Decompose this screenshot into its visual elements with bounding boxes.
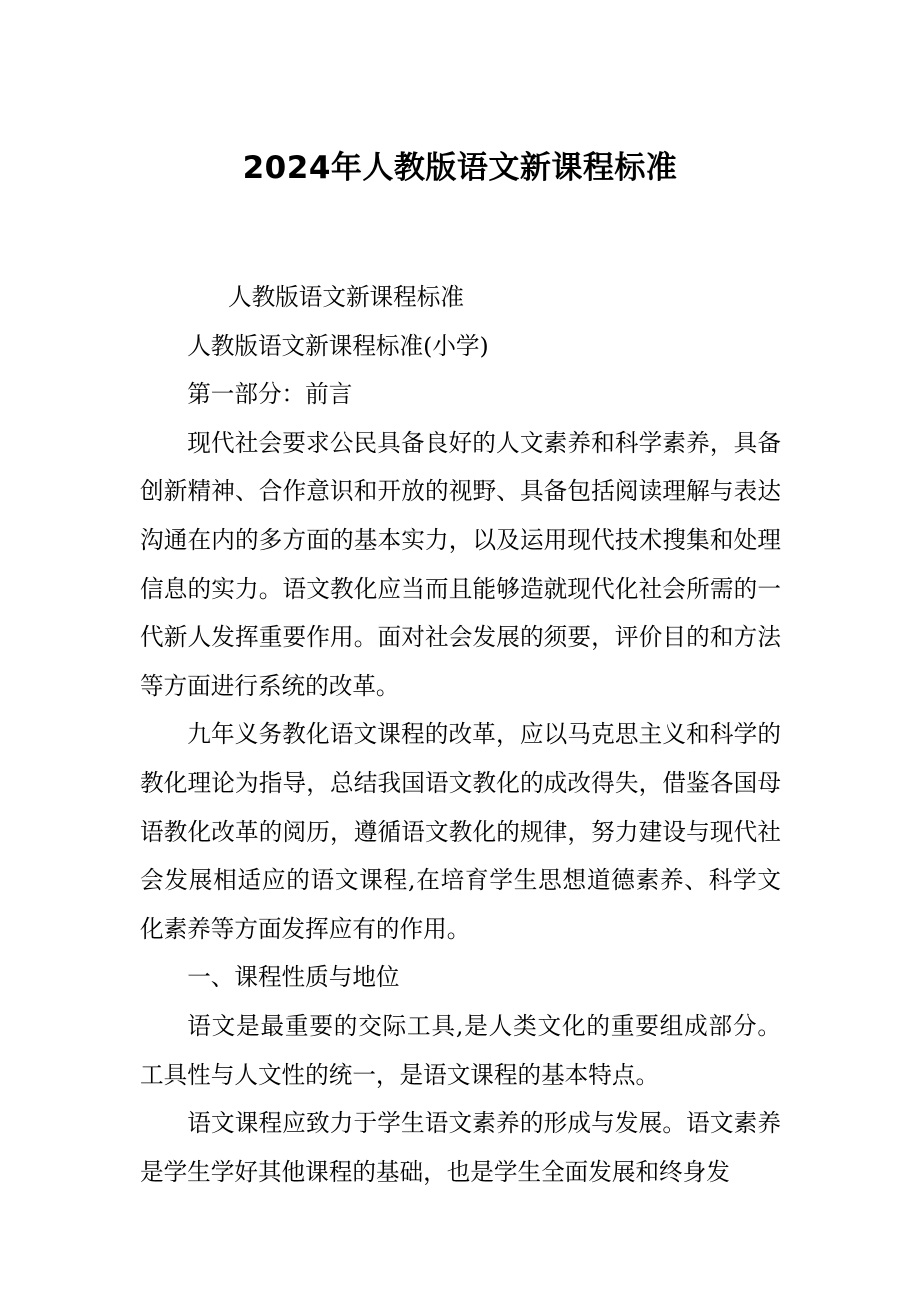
paragraph-1: 现代社会要求公民具备良好的人文素养和科学素养，具备创新精神、合作意识和开放的视野、具备包括阅读理解与表达沟通在内的多方面的基本实力，以及运用现代技术搜集和处理信息的实力。语文教化应当而且能够造就现代化社会所需的一代新人发挥重要作用。面对社会发展的须要，评价目的和方法等方面进行系统的改革。 [140,428,781,700]
paragraph-4: 语文课程应致力于学生语文素养的形成与发展。语文素养是学生学好其他课程的基础，也是学生全面发展和终身发 [140,1109,781,1186]
document-body [140,273,781,1196]
paragraph-heading: 人教版语文新课程标准 [228,283,464,311]
paragraph-subtitle: 人教版语文新课程标准(小学) [187,331,489,360]
document-title: 2024年人教版语文新课程标准 [242,150,678,186]
section-heading-preface: 第一部分：前言 [187,380,353,409]
paragraph-2: 九年义务教化语文课程的改革，应以马克思主义和科学的教化理论为指导，总结我国语文教化的成改得失，借鉴各国母语教化改革的阅历，遵循语文教化的规律，努力建设与现代社会发展相适应的语文课程,在培育学生思想道德素养、科学文化素养等方面发挥应有的作用。 [140,720,781,943]
section-heading-nature: 一、课程性质与地位 [187,963,400,992]
paragraph-3: 语文是最重要的交际工具,是人类文化的重要组成部分。工具性与人文性的统一，是语文课程的基本特点。 [140,1011,781,1089]
